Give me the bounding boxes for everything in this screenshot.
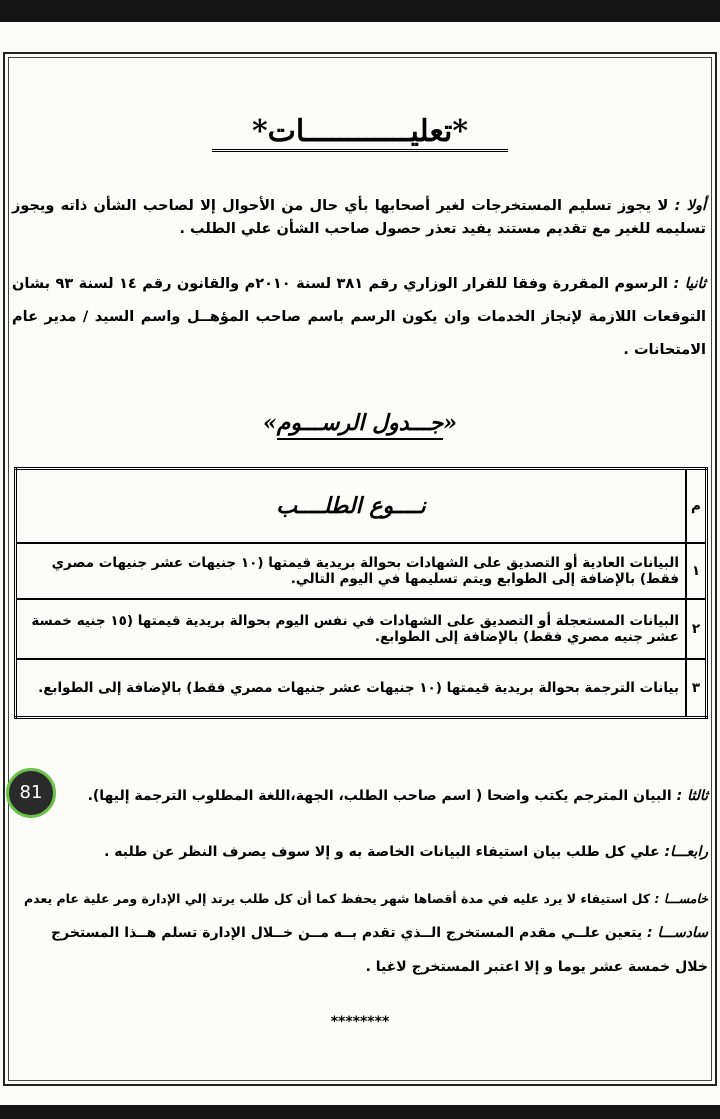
page-title: *تعليــــــــــــات*	[0, 114, 720, 149]
instruction-third: ثالثا : البيان المترجم يكتب واضحا ( اسم صاحب الطلب، الجهة،اللغة المطلوب الترجمة إليها).	[87, 788, 708, 804]
top-bar	[0, 0, 720, 22]
header-num: م	[686, 469, 707, 544]
fees-table	[14, 467, 708, 719]
instruction-first-text: لا يجوز تسليم المستخرجات لغير أصحابها بأي حال من الأحوال إلا لصاحب الشأن ذاته ويجوز تسليمه للغير مع تقديم مستند يفيد تعذر حصول صاحب الشأن علي الطلب .	[12, 198, 706, 237]
instruction-first-lead: أولا :	[674, 198, 706, 214]
header-text: نــــوع الطلــــب	[16, 469, 687, 544]
row-text: البيانات العادية أو التصديق على الشهادات بحوالة بريدية قيمتها (١٠ جنيهات عشر جنيهات مصري فقط) بالإضافة إلى الطوابع ويتم تسليمها في اليوم التالي.	[16, 543, 687, 599]
instruction-second-lead: ثانيا :	[673, 276, 706, 292]
fees-table-title: «جـــدول الرســـوم»	[0, 410, 720, 436]
table-row	[16, 599, 707, 659]
instruction-second-text: الرسوم المقررة وفقا للقرار الوزاري رقم ٣٨١ لسنة ٢٠١٠م والقانون رقم ١٤ لسنة ٩٣ بشان التوقعات اللازمة لإنجاز الخدمات وان يكون الرسم باسم صاحب المؤهــل واسم السيد / مدير عام الامتحانات .	[12, 276, 706, 358]
row-text: بيانات الترجمة بحوالة بريدية قيمتها (١٠ جنيهات عشر جنيهات مصري فقط) بالإضافة إلى الطوابع.	[16, 659, 687, 718]
instruction-second	[12, 268, 706, 367]
bottom-bar	[0, 1105, 720, 1119]
page-count-badge[interactable]: 81	[6, 768, 56, 818]
document-page	[0, 22, 720, 1105]
row-num: ٣	[686, 659, 707, 718]
row-num: ١	[686, 543, 707, 599]
table-row	[16, 543, 707, 599]
instruction-first	[12, 195, 706, 241]
row-num: ٢	[686, 599, 707, 659]
instruction-sixth: سادســـا : يتعين علــي مقدم المستخرج الــذي تقدم بــه مــن خــلال الإدارة تسلم هــذا المستخرج خلال خمسة عشر يوما و إلا اعتبر المستخرج لاغيا .	[51, 925, 708, 975]
instruction-fifth: خامســـا : كل استيفاء لا يرد عليه في مدة أقصاها شهر يحفظ كما أن كل طلب يرتد إلي الإدارة ومر علية عام يعدم	[24, 891, 708, 906]
row-text: البيانات المستعجلة أو التصديق على الشهادات في نفس اليوم بحوالة بريدية قيمتها (١٥ جنيه خمسة عشر جنيه مصري فقط) بالإضافة إلى الطوابع.	[16, 599, 687, 659]
table-row	[16, 659, 707, 718]
end-stars: ********	[330, 1014, 390, 1030]
instruction-fourth: رابعـــا: علي كل طلب بيان استيفاء البيانات الخاصة به و إلا سوف يصرف النظر عن طلبه .	[104, 844, 708, 860]
table-header-row	[16, 469, 707, 544]
